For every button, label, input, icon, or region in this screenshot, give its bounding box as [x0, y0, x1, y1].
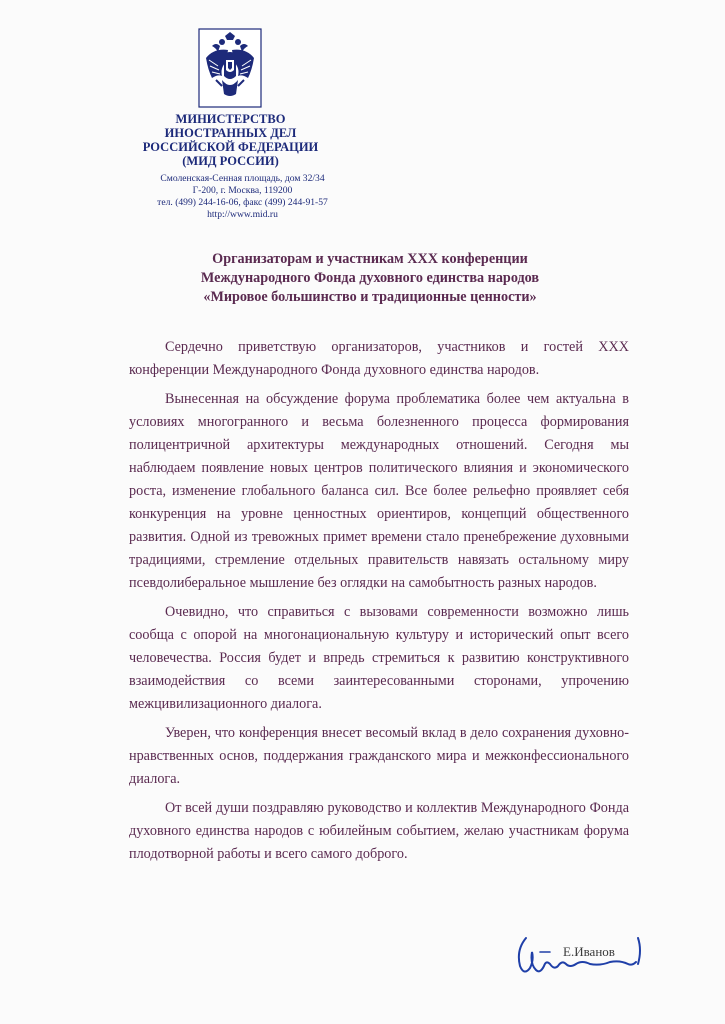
ministry-line: (МИД РОССИИ) [182, 154, 279, 168]
body-paragraph: Вынесенная на обсуждение форума проблематика более чем актуальна в условиях многогранного и весьма болезненного процесса формирования полицентричной архитектуры международных отношений. Сегодня мы наблюдаем появление новых центров политического влияния и экономического роста, изменение глобального баланса сил. Все более рельефно проявляет себя конкуренция на уровне ценностных ориентиров, концепций общественного развития. Одной из тревожных примет времени стало пренебрежение духовными традициями, стремление отдельных правительств навязать остальному миру псевдолиберальное мышление без оглядки на самобытность разных народов. [129, 391, 629, 591]
ministry-name [118, 112, 343, 168]
letter-heading [150, 250, 590, 307]
double-headed-eagle-emblem-icon [198, 28, 262, 108]
letter-body [129, 336, 629, 866]
body-paragraph: Сердечно приветствую организаторов, участников и гостей XXX конференции Международного Фонда духовного единства народов. [129, 339, 629, 378]
ministry-line: МИНИСТЕРСТВО [175, 112, 286, 126]
ministry-line: ИНОСТРАННЫХ ДЕЛ [164, 126, 297, 140]
address-line: Смоленская-Сенная площадь, дом 32/34 [160, 173, 325, 184]
signatory-name: Е.Иванов [563, 944, 615, 959]
heading-line: Международного Фонда духовного единства народов [200, 270, 540, 286]
body-paragraph: Очевидно, что справиться с вызовами современности возможно лишь сообща с опорой на многонациональную культуру и исторический опыт всего человечества. Россия будет и впредь стремиться к развитию конструктивного взаимодействия со всеми заинтересованными сторонами, упрочению межцивилизационного диалога. [129, 604, 629, 712]
address-line: Г-200, г. Москва, 119200 [192, 185, 293, 196]
heading-line: Организаторам и участникам XXX конференции [212, 251, 528, 267]
handwritten-signature-icon [510, 930, 660, 990]
body-paragraph: От всей души поздравляю руководство и коллектив Международного Фонда духовного единства народов с юбилейным событием, желаю участникам форума плодотворной работы и всего самого доброго. [129, 800, 629, 862]
address-line: тел. (499) 244-16-06, факс (499) 244-91-57 [157, 197, 328, 208]
body-paragraph: Уверен, что конференция внесет весомый вклад в дело сохранения духовно-нравственных основ, поддержания гражданского мира и межконфессионального диалога. [129, 725, 629, 787]
address-line: http://www.mid.ru [207, 209, 278, 220]
heading-line: «Мировое большинство и традиционные ценности» [203, 289, 537, 305]
signature-block [510, 930, 660, 990]
ministry-line: РОССИЙСКОЙ ФЕДЕРАЦИИ [142, 140, 319, 154]
ministry-address [130, 173, 355, 221]
